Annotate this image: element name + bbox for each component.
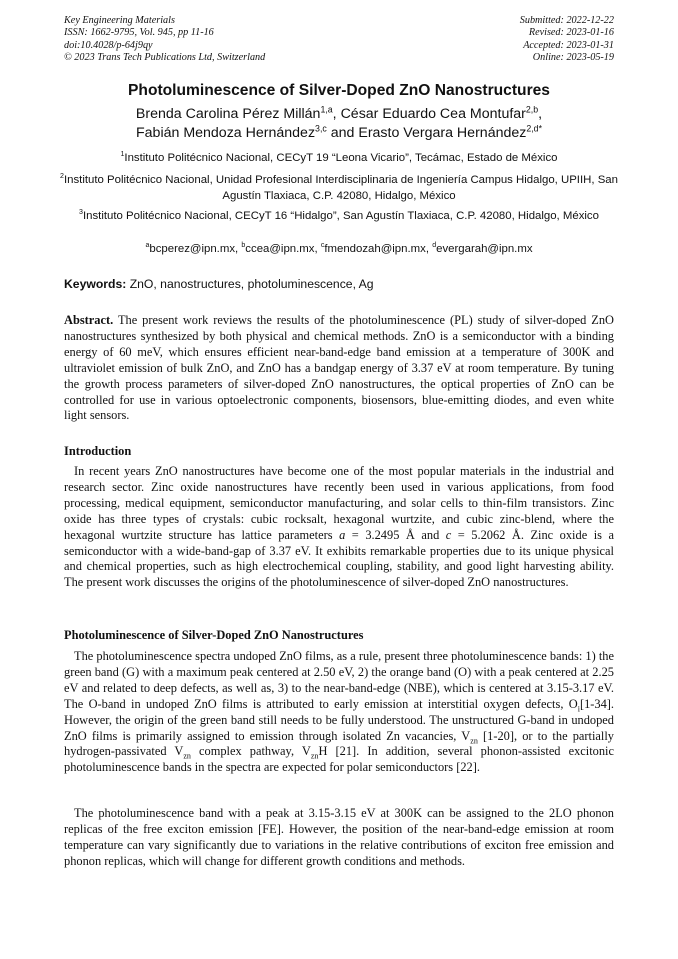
accepted-date: Accepted: 2023-01-31 <box>523 39 614 51</box>
email-mark: a <box>145 242 150 250</box>
affiliation-2 <box>50 172 628 205</box>
subscript: zn <box>470 736 478 745</box>
pl-paragraph-1 <box>64 649 614 776</box>
author-name: Fabián Mendoza Hernández <box>136 124 316 141</box>
author-separator: , <box>538 106 543 122</box>
author-separator: and <box>326 124 359 141</box>
paper-title: Photoluminescence of Silver-Doped ZnO Nanostructures <box>128 82 550 99</box>
author-name: Brenda Carolina Pérez Millán <box>135 106 321 122</box>
email-link[interactable]: evergarah@ipn.mx <box>436 243 533 255</box>
affiliation-number: 1 <box>120 151 125 159</box>
author-affiliation-mark: 3,c <box>315 122 327 133</box>
pl-text-part: The photoluminescence spectra undoped ZnO films, as a rule, present three photoluminescence bands: 1) the green band (G) with a maximum peak centered at 2.50 eV, 2) the orange band (O) with a peak centered at 2.25 eV and related to deep defects, as well as, 3) to the near-band-edge (NBE), which is centered at 3.15-3.17 eV. The O-band in undoped ZnO films is attributed to early emission at interstitial oxygen defects, O <box>64 649 614 711</box>
journal-name: Key Engineering Materials <box>64 15 175 26</box>
publication-dates <box>520 15 614 65</box>
affiliation-text: Instituto Politécnico Nacional, Unidad Profesional Interdisciplinaria de Ingeniería Campus Hidalgo, UPIIH, San Agustín Tlaxiaca, C.P. 42080, Hidalgo, México <box>63 174 618 203</box>
lattice-a-symbol: a <box>339 527 346 542</box>
doi-line[interactable]: doi:10.4028/p-64j9qy <box>64 39 153 51</box>
journal-info <box>64 15 265 65</box>
keywords-line <box>64 277 614 291</box>
lattice-c-symbol: c <box>445 527 452 542</box>
intro-text-part: In recent years ZnO nanostructures have become one of the most popular materials in the industrial and research sector. Zinc oxide nanostructures have recently been used in various applications, from food processing, medical equipment, semiconductor manufacturing, and solar cells to thin-film transistors. Zinc oxide has three types of crystals: cubic rocksalt, hexagonal wurtzite, and cubic zinc-blend, where the hexagonal wurtzite structure has lattice parameters <box>64 464 614 542</box>
online-date: Online: 2023-05-19 <box>532 52 614 64</box>
introduction-heading: Introduction <box>64 444 132 458</box>
email-link[interactable]: fmendozah@ipn.mx <box>324 243 426 255</box>
email-list: $^a$bcperez@ipn.mx, $^b$ccea@ipn.mx, $^c$fmendozah@ipn.mx, $^d$evergarah@ipn.mx <box>145 242 533 255</box>
email-mark: c <box>320 242 325 250</box>
email-mark: b <box>241 242 246 250</box>
author-name: César Eduardo Cea Montufar <box>340 106 526 122</box>
affiliation-1 <box>50 150 628 166</box>
affiliation-text: Instituto Politécnico Nacional, CECyT 16 “Hidalgo”, San Agustín Tlaxiaca, C.P. 42080, Hidalgo, México <box>82 210 599 222</box>
author-separator: , <box>332 106 341 122</box>
author-affiliation-mark: 2,d* <box>526 122 542 133</box>
email-link[interactable]: ccea@ipn.mx <box>245 243 315 255</box>
intro-text-part: = 3.2495 Å and <box>345 527 446 542</box>
subscript: zn <box>183 751 191 761</box>
revised-date: Revised: 2023-01-16 <box>528 27 614 39</box>
author-affiliation-mark: 2,b <box>525 104 539 115</box>
submitted-date: Submitted: 2022-12-22 <box>519 15 614 26</box>
subscript: i <box>577 704 580 714</box>
affiliation-text: Instituto Politécnico Nacional, CECyT 19 “Leona Vicario”, Tecámac, Estado de México <box>124 152 558 164</box>
pl-text-part: [1-20], or to the partially hydrogen-passivated V <box>64 728 614 759</box>
pl-text-part: H [21]. In addition, several phonon-assisted excitonic photoluminescence bands in the spectra are expected for polar semiconductors [22]. <box>64 744 614 775</box>
keywords-text: ZnO, nanostructures, photoluminescence, Ag <box>129 277 374 291</box>
pl-text-part: complex pathway, V <box>190 744 311 759</box>
subscript: zn <box>310 751 319 761</box>
pl-section-heading: Photoluminescence of Silver-Doped ZnO Nanostructures <box>64 628 364 642</box>
abstract-text: The present work reviews the results of the photoluminescence (PL) study of silver-doped ZnO nanostructures synthesized by both physical and chemical methods. ZnO is a semiconductor with a binding energy of 60 meV, which ensures efficient near-band-edge band emission at a temperature of 300K and ultraviolet emission of bulk ZnO, and ZnO has a bandgap energy of 3.37 eV at room temperature. By tuning the growth process parameters of silver-doped ZnO nanostructures, the optical properties of ZnO can be controlled for use in various optoelectronic components, biosensors, blue-emitting diodes, and even white light sensors. <box>64 313 614 423</box>
pl-paragraph-2: The photoluminescence band with a peak at 3.15-3.15 eV at 300K can be assigned to the 2LO phonon replicas of the free exciton emission [FE]. However, the position of the near-band-edge emission at room temperature can vary significantly due to variations in the relative contributions of exciton free emission and phonon replicas, which will change for different growth conditions and methods. <box>64 806 614 868</box>
author-list <box>40 105 638 142</box>
abstract-paragraph <box>64 313 614 424</box>
copyright-line: © 2023 Trans Tech Publications Ltd, Switzerland <box>64 52 266 64</box>
email-mark: d <box>432 242 437 250</box>
keywords-label: Keywords: <box>64 277 127 291</box>
author-name: Erasto Vergara Hernández <box>358 124 527 141</box>
affiliation-number: 2 <box>60 173 64 181</box>
abstract-label: Abstract. <box>64 313 114 327</box>
pl-text-part: [1-34]. However, the origin of the green band still needs to be fully understood. The unstructured G-band in undoped ZnO films is primarily assigned to emission through isolated Zn vacancies, V <box>64 696 614 743</box>
introduction-paragraph <box>64 464 614 591</box>
intro-text-part: = 5.2062 Å. Zinc oxide is a semiconductor with a wide-band-gap of 3.37 eV. It exhibits remarkable properties due to its unique physical and chemical properties, such as high electrochemical coupling, stability, and good light harvesting ability. The present work discusses the origins of the photoluminescence of silver-doped ZnO nanostructures. <box>64 527 614 590</box>
affiliation-3 <box>50 208 628 224</box>
affiliation-number: 3 <box>79 209 83 217</box>
issn-line: ISSN: 1662-9795, Vol. 945, pp 11-16 <box>64 27 214 39</box>
author-affiliation-mark: 1,a <box>320 104 333 115</box>
email-link[interactable]: bcperez@ipn.mx <box>149 243 236 255</box>
